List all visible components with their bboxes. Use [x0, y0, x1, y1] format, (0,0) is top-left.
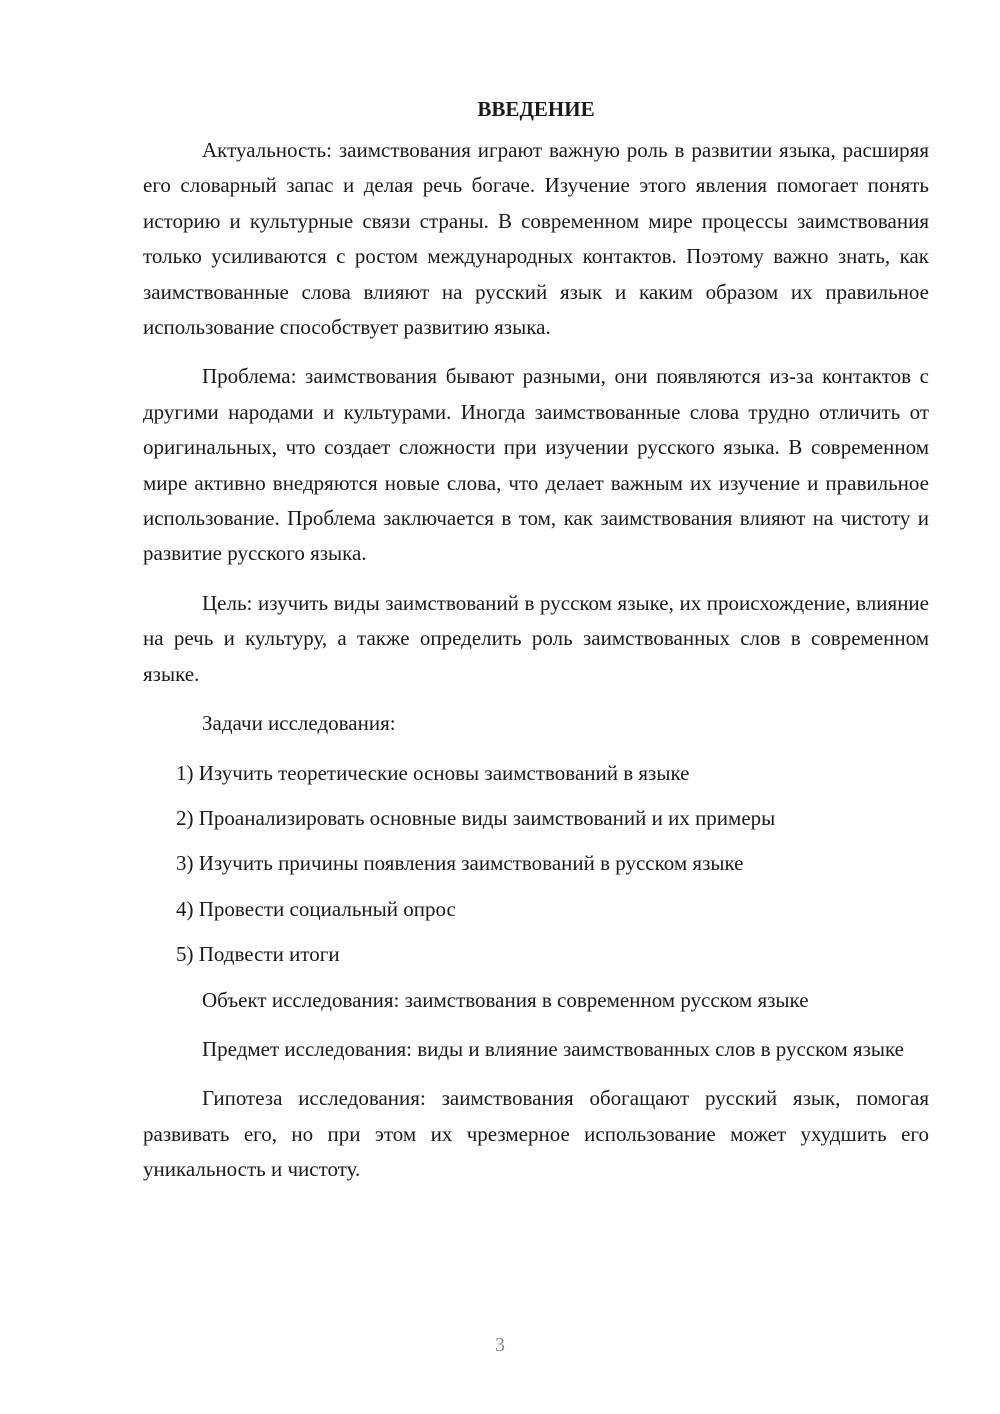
list-item: 3) Изучить причины появления заимствований в русском языке	[176, 851, 744, 876]
list-item: 1) Изучить теоретические основы заимствований в языке	[176, 760, 690, 785]
subject-paragraph: Предмет исследования: виды и влияние заимствованных слов в русском языке	[202, 1036, 904, 1061]
list-item: 4) Провести социальный опрос	[176, 896, 456, 921]
document-page	[143, 92, 929, 1202]
goal-paragraph: Цель: изучить виды заимствований в русском языке, их происхождение, влияние на речь и культуру, а также определить роль заимствованных слов в современном языке.	[143, 590, 929, 686]
problem-paragraph: Проблема: заимствования бывают разными, они появляются из-за контактов с другими народами и культурами. Иногда заимствованные слова трудно отличить от оригинальных, что создает сложности при изучении русского языка. В современном мире активно внедряются новые слова, что делает важным их изучение и правильное использование. Проблема заключается в том, как заимствования влияют на чистоту и развитие русского языка.	[143, 364, 929, 566]
list-item: 5) Подвести итоги	[176, 942, 340, 967]
tasks-heading: Задачи исследования:	[202, 711, 396, 736]
object-paragraph: Объект исследования: заимствования в современном русском языке	[202, 987, 809, 1012]
page-title: ВВЕДЕНИЕ	[477, 97, 595, 121]
list-item: 2) Проанализировать основные виды заимствований и их примеры	[176, 805, 776, 830]
relevance-paragraph: Актуальность: заимствования играют важную роль в развитии языка, расширяя его словарный запас и делая речь богаче. Изучение этого явления помогает понять историю и культурные связи страны. В современном мире процессы заимствования только усиливаются с ростом международных контактов. Поэтому важно знать, как заимствованные слова влияют на русский язык и каким образом их правильное использование способствует развитию языка.	[143, 138, 929, 340]
page-number: 3	[495, 1334, 505, 1356]
hypothesis-paragraph: Гипотеза исследования: заимствования обогащают русский язык, помогая развивать его, но при этом их чрезмерное использование может ухудшить его уникальность и чистоту.	[143, 1086, 929, 1182]
tasks-list	[143, 756, 929, 973]
